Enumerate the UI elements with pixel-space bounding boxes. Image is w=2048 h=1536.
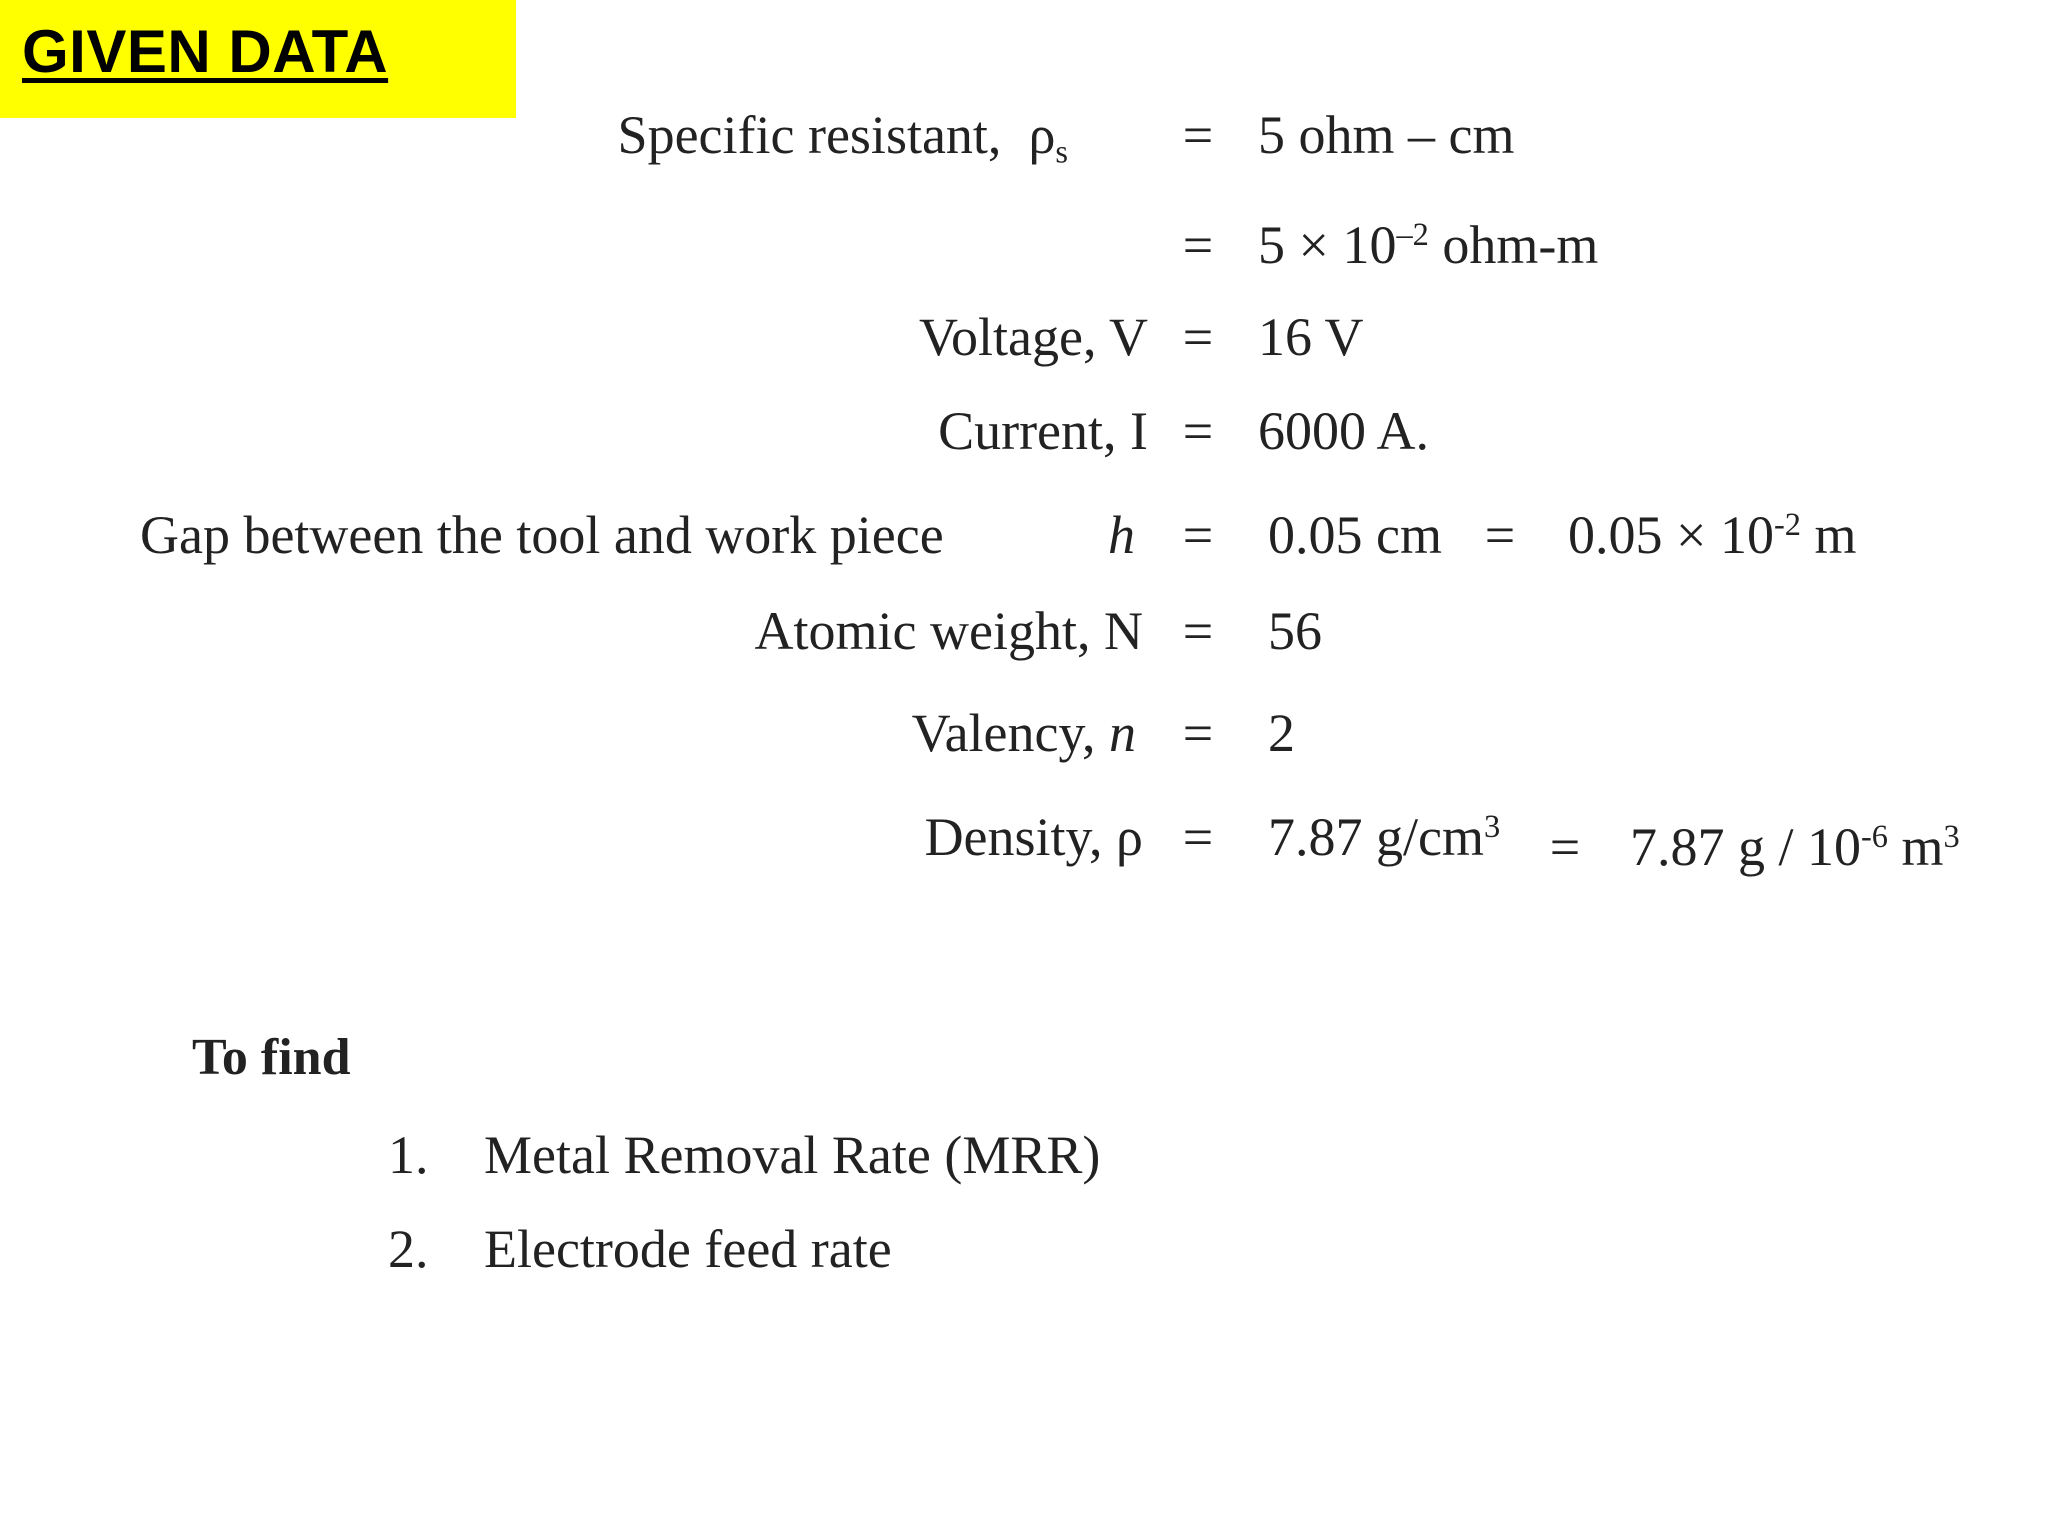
slide-title: GIVEN DATA bbox=[22, 18, 389, 85]
title-banner bbox=[0, 0, 516, 118]
value-specific-resistant: 5 ohm – cm bbox=[1258, 105, 1515, 165]
label-current: Current, I bbox=[938, 401, 1148, 461]
to-find-heading: To find bbox=[192, 1029, 351, 1086]
value-atomic-weight: 56 bbox=[1268, 601, 1322, 661]
value-gap: 0.05 cm bbox=[1268, 505, 1442, 565]
value-current: 6000 A. bbox=[1258, 401, 1430, 461]
equals-sign: = bbox=[1182, 807, 1214, 867]
equals-sign: = bbox=[1182, 215, 1214, 275]
to-find-number: 1. bbox=[388, 1125, 429, 1185]
label-gap: Gap between the tool and work piece bbox=[140, 505, 944, 565]
symbol-gap: h bbox=[1108, 505, 1135, 565]
equals-sign: = bbox=[1182, 401, 1214, 461]
equals-sign: = bbox=[1182, 601, 1214, 661]
label-valency: Valency, n bbox=[911, 703, 1136, 763]
equals-sign: = bbox=[1182, 505, 1214, 565]
value-valency: 2 bbox=[1268, 703, 1295, 763]
value-density-si: 7.87 g / $10^{-6}$ $m^3$ bbox=[1630, 817, 1960, 877]
label-specific-resistant: Specific resistant, $\rho_s$ bbox=[617, 105, 1068, 171]
value-gap-si: $0.05 \times 10^{-2}$ m bbox=[1568, 505, 1857, 565]
equals-sign: = bbox=[1484, 505, 1516, 565]
equals-sign: = bbox=[1182, 105, 1214, 165]
equals-sign: = bbox=[1549, 817, 1581, 877]
label-density: Density, ρ bbox=[924, 807, 1143, 867]
label-atomic-weight: Atomic weight, N bbox=[754, 601, 1143, 661]
value-voltage: 16 V bbox=[1258, 307, 1364, 367]
equals-sign: = bbox=[1182, 307, 1214, 367]
value-density: 7.87 $g/cm^3$ bbox=[1268, 807, 1501, 867]
value-specific-resistant-si: $5 \times 10^{-2}$ ohm-m bbox=[1258, 215, 1599, 275]
to-find-item: Metal Removal Rate (MRR) bbox=[484, 1125, 1101, 1185]
label-voltage: Voltage, V bbox=[919, 307, 1148, 367]
equals-sign: = bbox=[1182, 703, 1214, 763]
to-find-number: 2. bbox=[388, 1219, 429, 1279]
to-find-item: Electrode feed rate bbox=[484, 1219, 892, 1279]
